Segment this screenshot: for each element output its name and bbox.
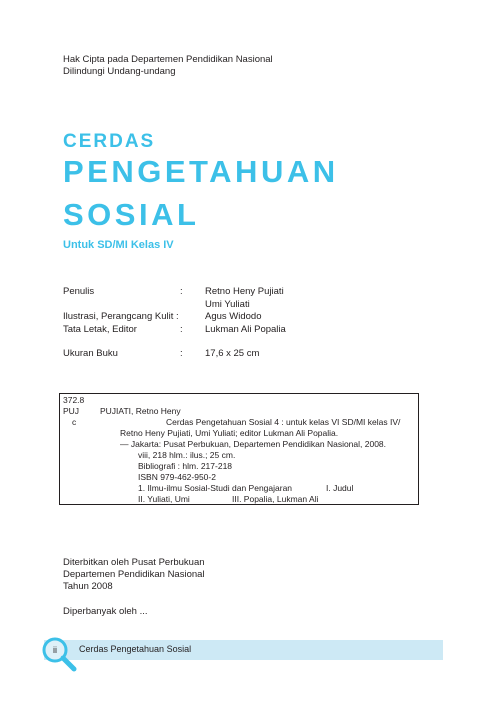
catalog-line: ISBN 979-462-950-2 — [138, 472, 216, 482]
credit-label: Ukuran Buku — [63, 348, 118, 359]
credit-row-illustrator — [63, 311, 286, 324]
footer-book-title: Cerdas Pengetahuan Sosial — [79, 644, 192, 654]
publisher-line-1: Diterbitkan oleh Pusat Perbukuan — [63, 557, 205, 568]
catalog-card — [59, 393, 419, 505]
catalog-code: PUJ — [63, 406, 80, 416]
title-pengetahuan: PENGETAHUAN — [63, 154, 339, 189]
credit-colon: : — [180, 286, 183, 297]
credit-value: Agus Widodo — [205, 311, 262, 322]
catalog-line: viii, 218 hlm.: ilus.; 25 cm. — [138, 450, 236, 460]
credit-label: Ilustrasi, Perangcang Kulit : — [63, 311, 179, 322]
catalog-line: 1. Ilmu-ilmu Sosial-Studi dan Pengajaran — [138, 483, 293, 493]
credits-block — [63, 286, 286, 361]
credit-value: 17,6 x 25 cm — [205, 348, 260, 359]
catalog-code-letter: c — [72, 417, 77, 427]
credit-value: Retno Heny Pujiati — [205, 286, 284, 297]
catalog-line: Cerdas Pengetahuan Sosial 4 : untuk kelas VI SD/MI kelas IV/ — [166, 417, 401, 427]
book-subtitle: Untuk SD/MI Kelas IV — [63, 239, 174, 251]
credit-row-size — [63, 348, 286, 361]
publisher-line-2: Departemen Pendidikan Nasional — [63, 569, 205, 580]
copyright-line-1: Hak Cipta pada Departemen Pendidikan Nasional — [63, 54, 273, 65]
title-cerdas: CERDAS — [63, 131, 156, 152]
publisher-year: Tahun 2008 — [63, 581, 113, 592]
publisher-info — [63, 557, 205, 593]
credit-value: Umi Yuliati — [205, 298, 250, 310]
credit-row-writer — [63, 286, 286, 299]
catalog-line: I. Judul — [326, 483, 354, 493]
catalog-line: II. Yuliati, Umi — [138, 494, 190, 504]
title-sosial: SOSIAL — [63, 197, 200, 232]
catalog-line: III. Popalia, Lukman Ali — [232, 494, 319, 504]
credit-label — [63, 299, 180, 312]
copyright-line-2: Dilindungi Undang-undang — [63, 66, 176, 77]
credit-label: Penulis — [63, 286, 95, 297]
catalog-line: — Jakarta: Pusat Perbukuan, Departemen Pendidikan Nasional, 2008. — [120, 439, 387, 449]
catalog-author: PUJIATI, Retno Heny — [100, 406, 181, 416]
page-number: ii — [53, 645, 57, 655]
credit-colon: : — [180, 323, 183, 335]
catalog-number: 372.8 — [63, 395, 85, 405]
reproduced-by: Diperbanyak oleh ... — [63, 606, 148, 617]
credit-row-editor — [63, 324, 286, 337]
catalog-line: Retno Heny Pujiati, Umi Yuliati; editor Lukman Ali Popalia. — [120, 428, 339, 438]
credit-value: Lukman Ali Popalia — [205, 323, 286, 335]
copyright-notice — [63, 54, 273, 78]
credit-colon: : — [180, 348, 183, 359]
catalog-line: Bibliografi : hlm. 217-218 — [138, 461, 233, 471]
credit-row-writer-2 — [63, 299, 286, 312]
credit-label: Tata Letak, Editor — [63, 323, 137, 335]
